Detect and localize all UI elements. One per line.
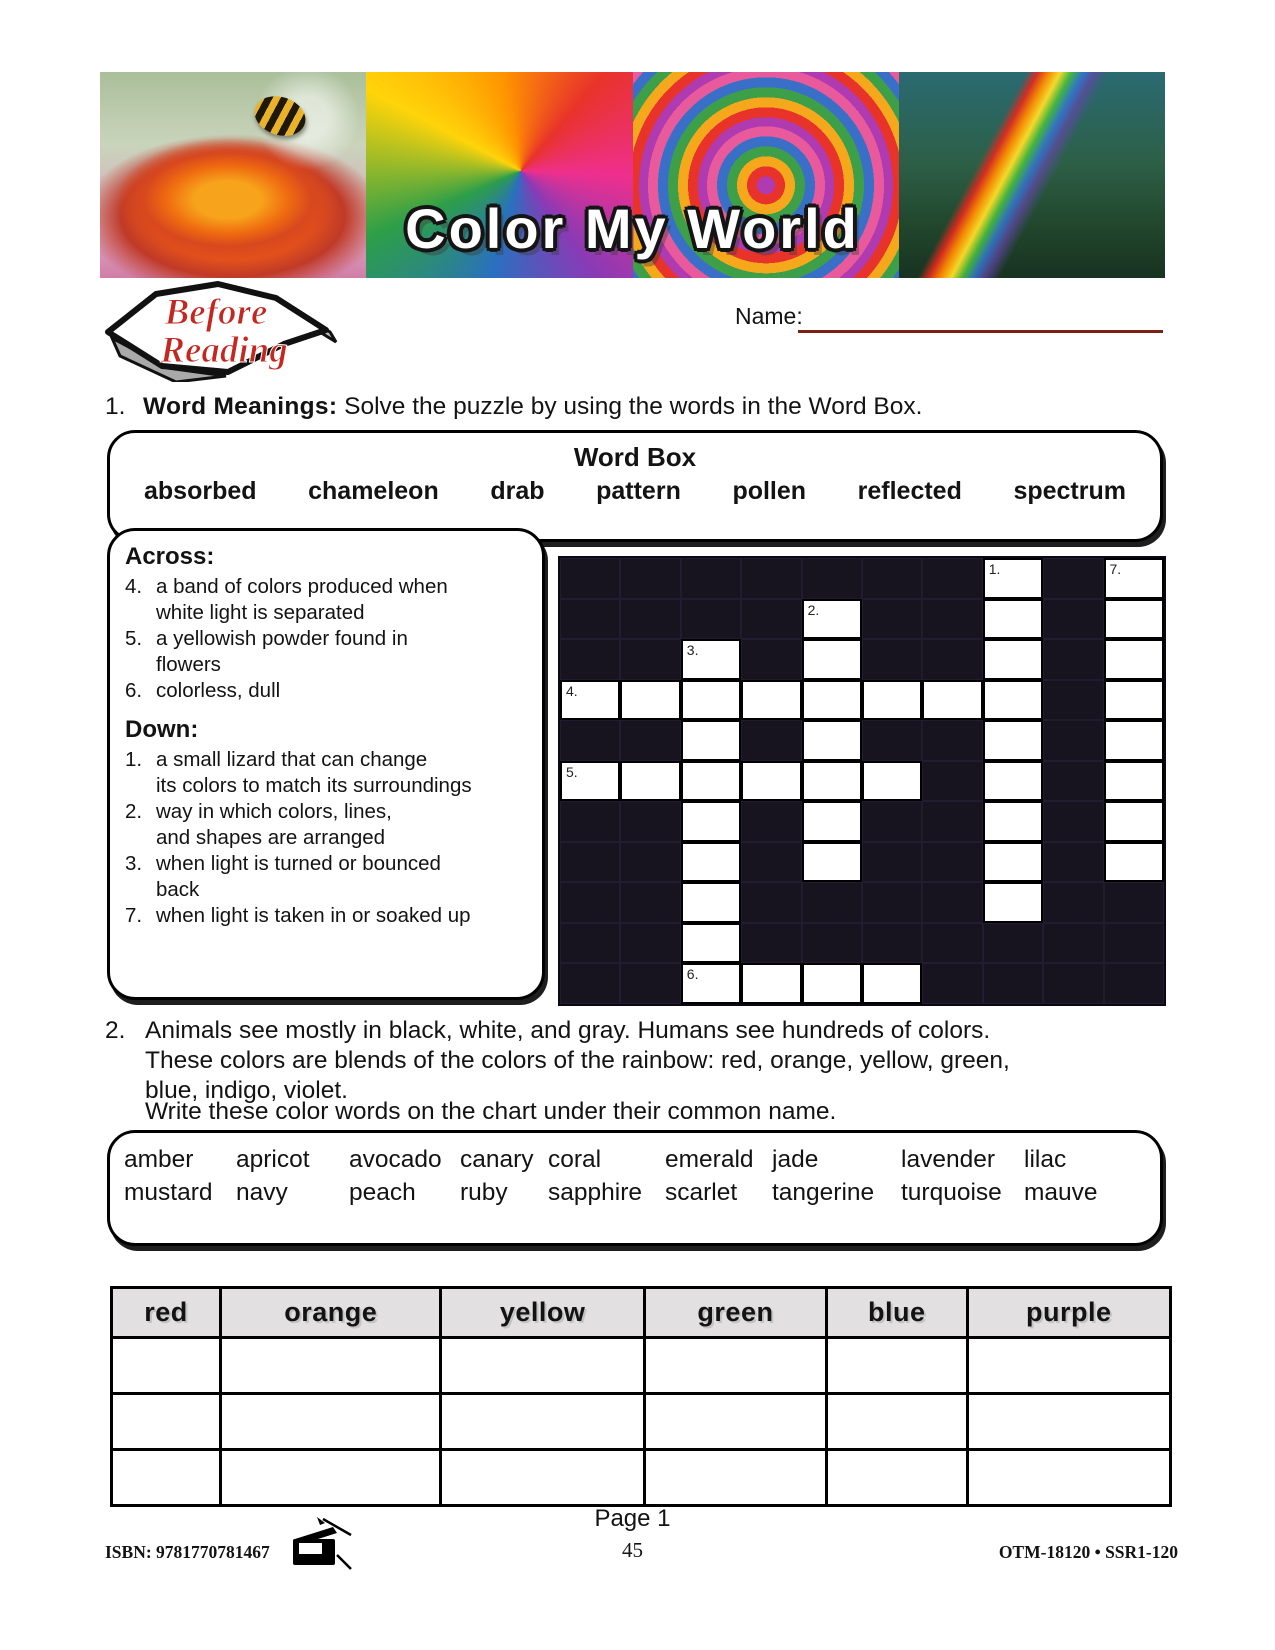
crossword-cell[interactable] <box>1104 599 1164 640</box>
crossword-cell[interactable] <box>862 761 922 802</box>
crossword-cell-black <box>620 963 680 1004</box>
crossword-cell[interactable] <box>681 963 741 1004</box>
word-box-word: reflected <box>857 477 962 505</box>
color-word: tangerine <box>772 1179 875 1206</box>
crossword-cell-black <box>802 558 862 599</box>
crossword-cell-black <box>620 720 680 761</box>
crossword-cell-black <box>922 882 982 923</box>
across-clue <box>125 678 534 704</box>
chart-cell[interactable] <box>221 1338 441 1394</box>
clue-number: 4. <box>125 575 143 598</box>
color-word: turquoise <box>901 1179 1002 1206</box>
color-word: lilac <box>1024 1146 1067 1173</box>
crossword-cell[interactable] <box>802 720 862 761</box>
color-words-row-1 <box>110 1146 1160 1174</box>
crossword-cell-black <box>741 558 801 599</box>
bee-icon <box>250 90 311 142</box>
crossword-cell-black <box>922 963 982 1004</box>
crossword-cell-black <box>983 963 1043 1004</box>
chart-header-green: green <box>644 1288 826 1338</box>
crossword-cell-black <box>620 599 680 640</box>
crossword-cell[interactable] <box>802 801 862 842</box>
clue-text: when light is taken in or soaked up <box>156 904 471 927</box>
crossword-cell-black <box>1043 842 1103 883</box>
crossword-cell-black <box>620 558 680 599</box>
color-word: jade <box>772 1146 819 1173</box>
question-2-line: Animals see mostly in black, white, and gray. Humans see hundreds of colors. <box>145 1017 991 1044</box>
crossword-cell[interactable] <box>681 882 741 923</box>
across-clue <box>125 574 534 626</box>
across-title: Across: <box>125 543 215 570</box>
question-1-instructions: Solve the puzzle by using the words in the Word Box. <box>337 393 923 420</box>
crossword-cell[interactable] <box>983 599 1043 640</box>
crossword-cell[interactable] <box>1104 639 1164 680</box>
crossword-cell-number: 3. <box>686 642 699 658</box>
crossword-cell-black <box>802 923 862 964</box>
color-word: scarlet <box>665 1179 738 1206</box>
crossword-cell[interactable] <box>862 680 922 721</box>
crossword-cell-black <box>1043 761 1103 802</box>
question-2-line: blue, indigo, violet. <box>145 1077 348 1104</box>
crossword-cell[interactable] <box>560 680 620 721</box>
crossword-cell[interactable] <box>802 842 862 883</box>
crossword-cell-black <box>922 842 982 883</box>
question-2-text <box>145 1016 1010 1106</box>
crossword-cell-black <box>620 801 680 842</box>
word-box-title: Word Box <box>573 442 697 472</box>
name-input-line[interactable] <box>798 330 1163 333</box>
crossword-cell[interactable] <box>681 720 741 761</box>
color-word: emerald <box>665 1146 754 1173</box>
word-box-word: pattern <box>596 477 681 505</box>
chart-cell[interactable] <box>827 1394 968 1450</box>
crossword-cell-black <box>741 882 801 923</box>
chart-cell[interactable] <box>644 1338 826 1394</box>
clue-number: 3. <box>125 852 143 875</box>
crossword-cell[interactable] <box>560 761 620 802</box>
page-title: Color My World <box>405 197 860 260</box>
down-clue <box>125 903 534 929</box>
word-box-words <box>110 473 1160 506</box>
question-2 <box>105 1016 1010 1106</box>
crossword-cell-black <box>560 639 620 680</box>
page-number: 45 <box>622 1538 643 1562</box>
word-box-word: drab <box>490 477 545 505</box>
down-clue <box>125 747 534 799</box>
question-2-line: These colors are blends of the colors of the rainbow: red, orange, yellow, green, <box>145 1047 1010 1074</box>
crossword-cell-black <box>741 639 801 680</box>
clue-text: colorless, dull <box>156 679 281 702</box>
crossword-cell-black <box>862 842 922 883</box>
chart-row <box>112 1394 1171 1450</box>
crossword-cell[interactable] <box>802 599 862 640</box>
crossword-cell-black <box>1043 923 1103 964</box>
crossword-cell[interactable] <box>922 680 982 721</box>
before-reading-badge <box>98 278 338 382</box>
word-box-word: pollen <box>732 477 807 505</box>
crossword-cell-black <box>862 599 922 640</box>
name-label: Name: <box>735 303 803 329</box>
question-1-heading <box>105 393 922 421</box>
crossword-cell-black <box>922 639 982 680</box>
crossword-cell[interactable] <box>983 680 1043 721</box>
crossword-cell[interactable] <box>681 761 741 802</box>
crossword-cell[interactable] <box>983 720 1043 761</box>
word-box-word: chameleon <box>308 477 439 505</box>
crossword-cell[interactable] <box>681 923 741 964</box>
chart-cell[interactable] <box>967 1338 1171 1394</box>
crossword-cell-black <box>1104 923 1164 964</box>
crossword-cell-black <box>681 558 741 599</box>
chart-header-blue: blue <box>827 1288 968 1338</box>
chart-cell[interactable] <box>967 1394 1171 1450</box>
crossword-cell[interactable] <box>983 558 1043 599</box>
page-label: Page 1 <box>594 1505 671 1532</box>
clue-box <box>107 528 545 1000</box>
color-word: canary <box>460 1146 534 1173</box>
color-word: navy <box>236 1179 288 1206</box>
crossword-cell-number: 4. <box>566 682 578 699</box>
crossword-cell-black <box>681 599 741 640</box>
crossword-cell[interactable] <box>862 963 922 1004</box>
clue-number: 7. <box>125 904 143 927</box>
crossword-cell-black <box>922 801 982 842</box>
crossword-cell[interactable] <box>1104 761 1164 802</box>
across-clue <box>125 626 534 678</box>
question-2-number: 2. <box>105 1017 126 1044</box>
crossword-cell[interactable] <box>1104 720 1164 761</box>
crossword-cell[interactable] <box>1104 842 1164 883</box>
crossword-cell-black <box>1043 558 1103 599</box>
crossword-cell-number: 6. <box>686 966 699 982</box>
color-word: mauve <box>1024 1179 1098 1206</box>
chart-cell[interactable] <box>112 1338 221 1394</box>
crossword-cell[interactable] <box>983 882 1043 923</box>
chart-cell[interactable] <box>112 1394 221 1450</box>
color-word: mustard <box>124 1179 213 1206</box>
down-clues <box>125 747 534 929</box>
crossword-cell-black <box>560 923 620 964</box>
crossword-cell-black <box>560 558 620 599</box>
crossword-cell-black <box>560 882 620 923</box>
color-word: amber <box>124 1146 194 1173</box>
crossword-cell-black <box>1104 882 1164 923</box>
chart-cell[interactable] <box>441 1338 644 1394</box>
chart-cell[interactable] <box>441 1450 644 1506</box>
color-word: sapphire <box>548 1179 642 1206</box>
chart-instruction: Write these color words on the chart under their common name. <box>145 1098 837 1125</box>
chart-header-orange: orange <box>221 1288 441 1338</box>
clue-number: 1. <box>125 748 143 771</box>
crossword-cell-black <box>560 963 620 1004</box>
crossword-cell-black <box>862 882 922 923</box>
crossword-cell-number: 7. <box>1109 561 1122 577</box>
crossword-cell[interactable] <box>983 761 1043 802</box>
clue-number: 2. <box>125 800 143 823</box>
color-words-row-2 <box>110 1179 1160 1207</box>
crossword-cell[interactable] <box>983 801 1043 842</box>
crossword-cell-black <box>862 923 922 964</box>
crossword-cell[interactable] <box>741 680 801 721</box>
crossword-cell[interactable] <box>802 963 862 1004</box>
crossword-cell-black <box>560 842 620 883</box>
crossword-cell-black <box>741 599 801 640</box>
crossword-cell[interactable] <box>983 639 1043 680</box>
chart-header-yellow: yellow <box>441 1288 644 1338</box>
question-1-title: Word Meanings: <box>143 393 338 420</box>
crossword-cell-black <box>862 558 922 599</box>
crossword-cell-black <box>922 761 982 802</box>
color-word: avocado <box>349 1146 442 1173</box>
word-box <box>107 430 1163 542</box>
clue-text: when light is turned or bounced back <box>156 852 441 901</box>
crossword-cell-black <box>560 720 620 761</box>
crossword-cell-black <box>1043 801 1103 842</box>
crossword-cell-black <box>922 720 982 761</box>
name-row <box>735 303 803 330</box>
clue-text: way in which colors, lines, and shapes are arranged <box>156 800 392 849</box>
clue-text: a band of colors produced when white light is separated <box>156 575 448 624</box>
chart-row <box>112 1338 1171 1394</box>
crossword-cell-number: 2. <box>807 601 820 618</box>
crossword-cell[interactable] <box>681 801 741 842</box>
crossword-cell-black <box>922 599 982 640</box>
chart-cell[interactable] <box>827 1450 968 1506</box>
clue-text: a small lizard that can change its colors to match its surroundings <box>156 748 472 797</box>
crossword-cell-black <box>862 720 922 761</box>
crossword-cell-black <box>620 882 680 923</box>
color-word: ruby <box>460 1179 508 1206</box>
clue-number: 6. <box>125 679 143 702</box>
crossword-cell[interactable] <box>681 639 741 680</box>
crossword-cell-black <box>741 801 801 842</box>
chart-cell[interactable] <box>827 1338 968 1394</box>
crossword-cell-black <box>802 882 862 923</box>
chart-cell[interactable] <box>644 1394 826 1450</box>
crossword-cell[interactable] <box>802 639 862 680</box>
crossword-grid <box>558 556 1166 1006</box>
chart-cell[interactable] <box>967 1450 1171 1506</box>
crossword-cell-black <box>741 720 801 761</box>
chart-cell[interactable] <box>112 1450 221 1506</box>
product-code: OTM-18120 • SSR1-120 <box>998 1542 1178 1562</box>
chart-cell[interactable] <box>221 1394 441 1450</box>
crossword-cell[interactable] <box>1104 558 1164 599</box>
isbn-text: ISBN: 9781770781467 <box>105 1542 270 1562</box>
crossword-cell-black <box>620 923 680 964</box>
chart-header-purple: purple <box>967 1288 1171 1338</box>
crossword-cell-black <box>741 923 801 964</box>
crossword-cell[interactable] <box>681 842 741 883</box>
crossword-cell-black <box>922 558 982 599</box>
down-title: Down: <box>125 716 199 743</box>
crossword-cell-black <box>620 842 680 883</box>
color-word: lavender <box>901 1146 995 1173</box>
crossword-cell[interactable] <box>741 963 801 1004</box>
chart-header-red: red <box>112 1288 221 1338</box>
crossword-cell-black <box>862 801 922 842</box>
crossword-cell-number: 1. <box>988 561 1001 577</box>
crossword-cell-black <box>560 801 620 842</box>
color-word: peach <box>349 1179 416 1206</box>
color-chart-table <box>110 1286 1172 1507</box>
crossword-cell-black <box>922 923 982 964</box>
crossword-cell-black <box>983 923 1043 964</box>
chart-cell[interactable] <box>441 1394 644 1450</box>
crossword-cell-black <box>1043 599 1103 640</box>
chart-row <box>112 1450 1171 1506</box>
crossword-cell[interactable] <box>1104 801 1164 842</box>
crossword-cell[interactable] <box>983 842 1043 883</box>
crossword-cell-number: 5. <box>566 763 578 780</box>
crossword-cell-black <box>620 639 680 680</box>
crossword-cell[interactable] <box>741 761 801 802</box>
chart-cell[interactable] <box>221 1450 441 1506</box>
color-word: apricot <box>236 1146 310 1173</box>
clue-text: a yellowish powder found in flowers <box>156 627 408 676</box>
badge-line1: Before <box>164 292 268 333</box>
across-clues <box>125 574 534 704</box>
crossword-cell-black <box>1043 720 1103 761</box>
question-1-number: 1. <box>105 393 126 420</box>
crossword-cell[interactable] <box>620 680 680 721</box>
word-box-word: absorbed <box>144 477 257 505</box>
crossword-cell-black <box>1043 639 1103 680</box>
crossword-cell-black <box>741 842 801 883</box>
color-words-box <box>107 1130 1163 1246</box>
crossword-cell-black <box>1104 963 1164 1004</box>
crossword-cell-black <box>560 599 620 640</box>
crossword-cell[interactable] <box>802 680 862 721</box>
down-clue <box>125 851 534 903</box>
clue-number: 5. <box>125 627 143 650</box>
crossword-cell[interactable] <box>1104 680 1164 721</box>
crossword-cell-black <box>1043 680 1103 721</box>
badge-line2: Reading <box>160 330 288 371</box>
crossword-cell-black <box>862 639 922 680</box>
crossword-cell[interactable] <box>620 761 680 802</box>
color-word: coral <box>548 1146 602 1173</box>
crossword-cell-black <box>1043 882 1103 923</box>
word-box-word: spectrum <box>1013 477 1126 505</box>
crossword-cell[interactable] <box>681 680 741 721</box>
crossword-cell-black <box>1043 963 1103 1004</box>
chart-cell[interactable] <box>644 1450 826 1506</box>
down-clue <box>125 799 534 851</box>
crossword-cell[interactable] <box>802 761 862 802</box>
